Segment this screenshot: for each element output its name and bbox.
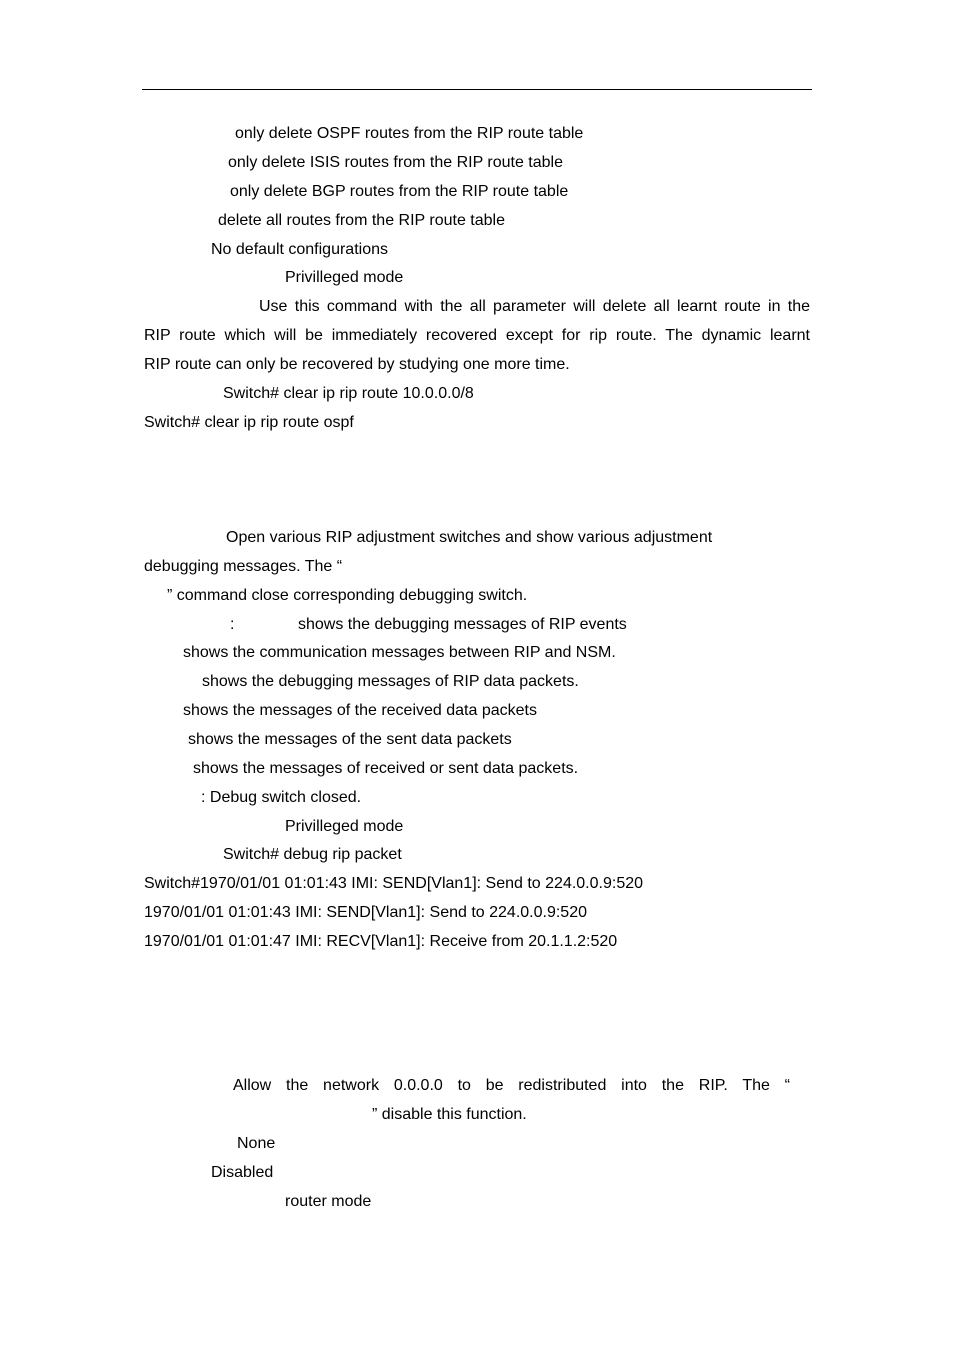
command-mode: Privilleged mode: [285, 269, 404, 286]
debug-output-line-2: 1970/01/01 01:01:43 IMI: SEND[Vlan1]: Send to 224.0.0.9:520: [144, 904, 587, 921]
usage-line-2: RIP route which will be immediately recovered except for rip route. The dynamic learnt: [144, 327, 810, 344]
param-ospf: only delete OSPF routes from the RIP route table: [235, 125, 584, 142]
param-all: delete all routes from the RIP route table: [218, 212, 505, 229]
debug-command-mode: Privilleged mode: [285, 818, 404, 835]
dio-function-line-1: Allow the network 0.0.0.0 to be redistributed into the RIP. The “: [233, 1077, 790, 1094]
dio-params: None: [237, 1135, 276, 1152]
header-rule: [142, 89, 812, 90]
example-line-1: Switch# clear ip rip route 10.0.0.0/8: [223, 385, 474, 402]
param-isis: only delete ISIS routes from the RIP route table: [228, 154, 563, 171]
debug-output-line-3: 1970/01/01 01:01:47 IMI: RECV[Vlan1]: Receive from 20.1.1.2:520: [144, 933, 618, 950]
debug-function-line-1: Open various RIP adjustment switches and show various adjustment: [226, 529, 713, 546]
usage-line-1: Use this command with the all parameter will delete all learnt route in the: [259, 298, 810, 315]
param-bgp: only delete BGP routes from the RIP route table: [230, 183, 569, 200]
example-line-2: Switch# clear ip rip route ospf: [144, 414, 354, 431]
param-events: shows the debugging messages of RIP events: [298, 616, 627, 633]
param-recv: shows the messages of the received data packets: [183, 702, 537, 719]
param-detail: shows the messages of received or sent data packets.: [193, 760, 579, 777]
default-text: No default configurations: [211, 241, 388, 258]
param-colon: :: [230, 616, 235, 633]
debug-example-cmd: Switch# debug rip packet: [223, 846, 402, 863]
debug-function-line-2: debugging messages. The “: [144, 558, 343, 575]
param-packet: shows the debugging messages of RIP data packets.: [202, 673, 579, 690]
param-nsm: shows the communication messages between RIP and NSM.: [183, 644, 616, 661]
dio-default: Disabled: [211, 1164, 274, 1181]
param-send: shows the messages of the sent data packets: [188, 731, 512, 748]
dio-function-line-2: ” disable this function.: [372, 1106, 527, 1123]
param-no: : Debug switch closed.: [201, 789, 362, 806]
usage-line-3: RIP route can only be recovered by studying one more time.: [144, 356, 570, 373]
debug-function-line-3: ” command close corresponding debugging switch.: [167, 587, 528, 604]
dio-command-mode: router mode: [285, 1193, 372, 1210]
debug-output-line-1: Switch#1970/01/01 01:01:43 IMI: SEND[Vlan1]: Send to 224.0.0.9:520: [144, 875, 644, 892]
